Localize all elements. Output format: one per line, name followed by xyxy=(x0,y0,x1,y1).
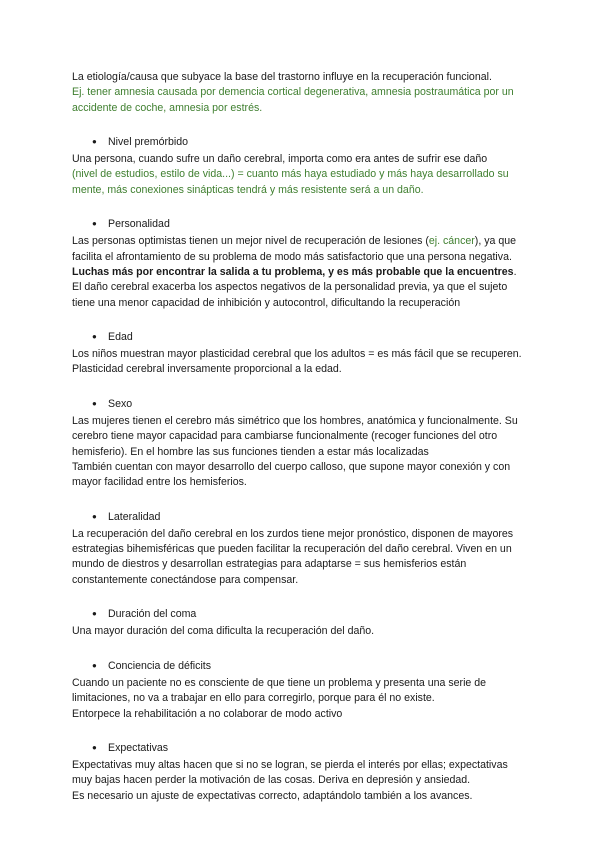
bullet-icon: ● xyxy=(92,511,97,521)
paragraph: Cuando un paciente no es consciente de que tiene un problema y presenta una serie de limitaciones, no va a trabajar en ello para corregirlo, porque para él no existe. xyxy=(72,676,487,705)
bullet-heading xyxy=(72,606,530,622)
section-title: Nivel premórbido xyxy=(108,135,189,148)
text-run: ), ya que facilita el afrontamiento de su problema de modo más satisfactorio que una persona negativa. xyxy=(72,235,517,263)
section-title: Edad xyxy=(108,330,133,343)
intro-text: La etiología/causa que subyace la base del trastorno influye en la recuperación funcional. xyxy=(72,71,492,83)
section-title: Conciencia de déficits xyxy=(108,659,212,672)
bullet-icon: ● xyxy=(92,660,97,670)
paragraph: Las mujeres tienen el cerebro más simétrico que los hombres, anatómica y funcionalmente. Su cerebro tiene mayor capacidad para cambiarse funcionalmente (recoger funciones del otro hemisferio). En el hombre las sus funciones tienden a estar más localizadas xyxy=(72,415,518,458)
section-premorbido xyxy=(72,134,530,198)
bullet-icon: ● xyxy=(92,398,97,408)
section-title: Expectativas xyxy=(108,741,169,754)
bullet-heading xyxy=(72,216,530,232)
bullet-heading xyxy=(72,658,530,674)
bullet-icon: ● xyxy=(92,136,97,146)
paragraph: Una mayor duración del coma dificulta la recuperación del daño. xyxy=(72,625,375,638)
section-title: Personalidad xyxy=(108,218,170,231)
text-run-green: ej. cáncer xyxy=(428,235,475,248)
bullet-icon: ● xyxy=(92,331,97,341)
intro-block xyxy=(72,70,530,116)
section-coma xyxy=(72,606,530,640)
bullet-icon: ● xyxy=(92,609,97,619)
bullet-heading xyxy=(72,134,530,150)
section-sexo xyxy=(72,396,530,491)
section-title: Sexo xyxy=(108,397,133,410)
text-run: . xyxy=(513,265,517,278)
paragraph: El daño cerebral exacerba los aspectos negativos de la personalidad previa, ya que el sujeto tiene una menor capacidad de inhibición y autocontrol, dificultando la recuperación xyxy=(72,281,508,309)
text-run: Una persona, cuando sufre un daño cerebral, importa como era antes de sufrir ese daño xyxy=(72,153,488,166)
section-title: Lateralidad xyxy=(108,510,161,523)
paragraph: También cuentan con mayor desarrollo del cuerpo calloso, que supone mayor conexión y con mayor facilidad entre los hemisferios. xyxy=(72,460,511,489)
bullet-heading xyxy=(72,509,530,525)
bullet-heading xyxy=(72,740,530,756)
section-personalidad xyxy=(72,216,530,311)
bullet-icon: ● xyxy=(92,219,97,229)
section-lateralidad xyxy=(72,509,530,588)
text-run-bold: Luchas más por encontrar la salida a tu problema, y es más probable que la encuentres xyxy=(72,265,514,278)
paragraph: Es necesario un ajuste de expectativas correcto, adaptándolo también a los avances. xyxy=(72,789,473,802)
paragraph: Expectativas muy altas hacen que si no se logran, se pierda el interés por ellas; expectativas muy bajas hacen perder la motivación de las cosas. Deriva en depresión y ansiedad. xyxy=(72,759,508,787)
section-edad xyxy=(72,329,530,378)
intro-example: Ej. tener amnesia causada por demencia cortical degenerativa, amnesia postraumática por un accidente de coche, amnesia por estrés. xyxy=(72,86,514,114)
bullet-icon: ● xyxy=(92,742,97,752)
section-expectativas xyxy=(72,740,530,804)
bullet-heading xyxy=(72,329,530,345)
paragraph: Los niños muestran mayor plasticidad cerebral que los adultos = es más fácil que se recuperen. xyxy=(72,348,522,361)
paragraph: Plasticidad cerebral inversamente proporcional a la edad. xyxy=(72,363,342,376)
paragraph: Entorpece la rehabilitación a no colaborar de modo activo xyxy=(72,707,343,720)
paragraph xyxy=(72,234,530,280)
bullet-heading xyxy=(72,396,530,412)
paragraph: La recuperación del daño cerebral en los zurdos tiene mejor pronóstico, disponen de mayores estrategias bihemisféricas que pueden facilitar la recuperación del daño cerebral. Viven en un mundo de diestros y desarrollan estrategias para adaptarse = sus hemisferios están constantemente conectándose para compensar. xyxy=(72,527,514,586)
section-conciencia xyxy=(72,658,530,722)
section-title: Duración del coma xyxy=(108,608,197,621)
text-run-green: (nivel de estudios, estilo de vida...) = cuanto más haya estudiado y más haya desarrollado su mente, más conexiones sinápticas tendrá y más resistente será a un daño. xyxy=(72,168,509,196)
text-run: Las personas optimistas tienen un mejor nivel de recuperación de lesiones ( xyxy=(72,235,429,248)
paragraph xyxy=(72,152,530,198)
